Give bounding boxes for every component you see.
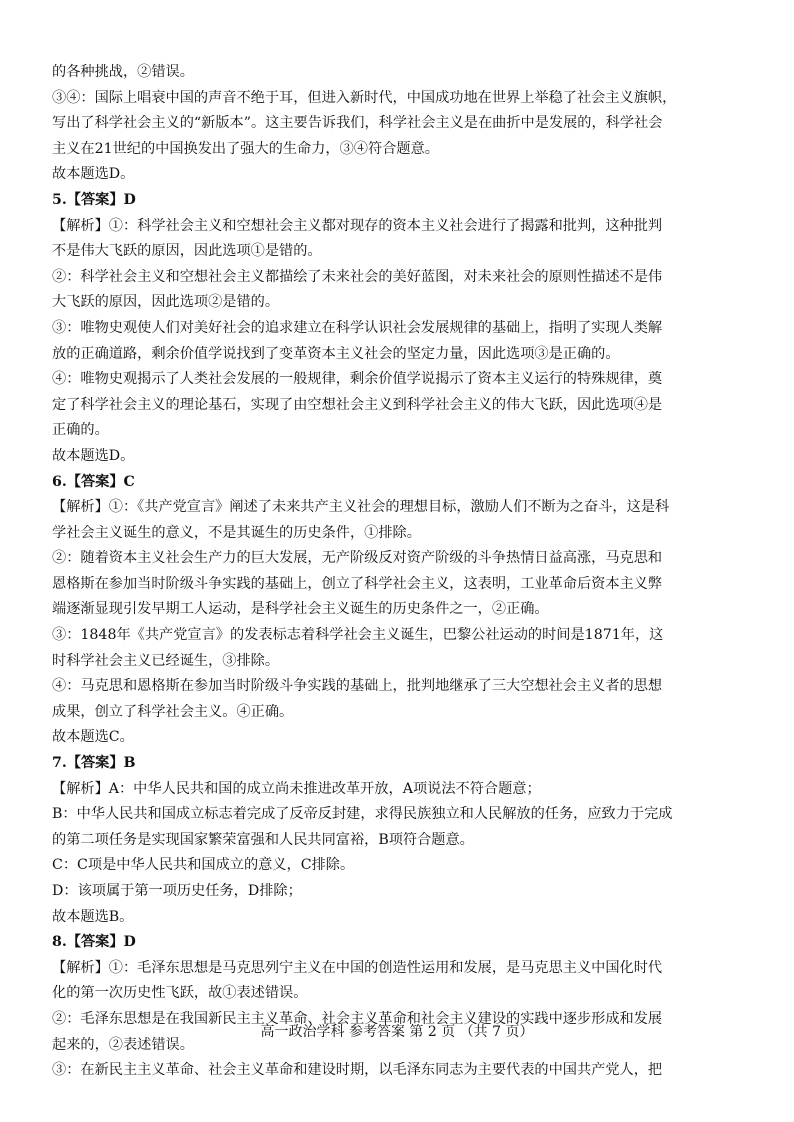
text-line: 故本题选C。	[52, 729, 134, 746]
text-line: 【解析】A：中华人民共和国的成立尚未推进改革开放，A项说法不符合题意；	[52, 780, 541, 797]
text-line: 正确的。	[52, 422, 109, 439]
text-line: ②：随着资本主义社会生产力的巨大发展，无产阶级反对资产阶级的斗争热情日益高涨，马克思和	[52, 550, 663, 567]
text-line: ③：唯物史观使人们对美好社会的追求建立在科学认识社会发展规律的基础上，指明了实现人类解	[52, 319, 663, 336]
answer-heading: 8.【答案】D	[52, 934, 136, 951]
text-line: ④：马克思和恩格斯在参加当时阶级斗争实践的基础上，批判地继承了三大空想社会主义者的思想	[52, 678, 663, 695]
text-line: 不是伟大飞跃的原因，因此选项①是错的。	[52, 243, 322, 260]
text-line: 定了科学社会主义的理论基石，实现了由空想社会主义到科学社会主义的伟大飞跃，因此选项④是	[52, 396, 663, 413]
text-line: 学社会主义诞生的意义，不是其诞生的历史条件，①排除。	[52, 524, 421, 541]
text-line: 故本题选D。	[52, 166, 135, 183]
text-line: 成果，创立了科学社会主义。④正确。	[52, 703, 294, 720]
answer-heading: 6.【答案】C	[52, 473, 135, 490]
text-line: ③：在新民主主义革命、社会主义革命和建设时期，以毛泽东同志为主要代表的中国共产党人，把	[52, 1062, 663, 1079]
text-line: ③：1848年《共产党宣言》的发表标志着科学社会主义诞生，巴黎公社运动的时间是1871年，这	[52, 627, 664, 644]
text-line: 大飞跃的原因，因此选项②是错的。	[52, 294, 280, 311]
text-line: ③④：国际上唱衰中国的声音不绝于耳，但进入新时代，中国成功地在世界上举稳了社会主义旗帜，	[52, 89, 677, 106]
text-line: 【解析】①：《共产党宣言》阐述了未来共产主义社会的理想目标，激励人们不断为之奋斗，这是科	[52, 499, 670, 516]
text-line: 故本题选D。	[52, 447, 135, 464]
text-line: 端逐渐显现引发早期工人运动，是科学社会主义诞生的历史条件之一，②正确。	[52, 601, 549, 618]
text-line: 时科学社会主义已经诞生，③排除。	[52, 652, 280, 669]
text-line: D：该项属于第一项历史任务，D排除；	[52, 883, 302, 899]
text-line: ②：毛泽东思想是在我国新民主主义革命、社会主义革命和社会主义建设的实践中逐步形成和发展	[52, 1010, 663, 1027]
text-line: 主义在21世纪的中国换发出了强大的生命力，③④符合题意。	[52, 140, 439, 157]
text-line: 放的正确道路，剩余价值学说找到了变革资本主义社会的坚定力量，因此选项③是正确的。	[52, 345, 620, 362]
text-line: B：中华人民共和国成立标志着完成了反帝反封建，求得民族独立和人民解放的任务，应致力于完成	[52, 806, 673, 823]
text-line: 的各种挑战，②错误。	[52, 64, 194, 80]
text-line: 故本题选B。	[52, 908, 134, 925]
answer-explanation-body	[52, 60, 748, 1084]
text-line: 的第二项任务是实现国家繁荣富强和人民共同富裕，B项符合题意。	[52, 831, 474, 848]
text-line: 化的第一次历史性飞跃，故①表述错误。	[52, 985, 308, 1002]
text-line: ④：唯物史观揭示了人类社会发展的一般规律，剩余价值学说揭示了资本主义运行的特殊规律，奠	[52, 371, 663, 388]
text-line: 写出了科学社会主义的“新版本”。这主要告诉我们，科学社会主义是在曲折中是发展的，科学社会	[52, 115, 663, 132]
text-line: C：C项是中华人民共和国成立的意义，C排除。	[52, 857, 355, 874]
text-line: 恩格斯在参加当时阶级斗争实践的基础上，创立了科学社会主义，这表明，工业革命后资本主义弊	[52, 575, 663, 592]
page-footer: 高一政治学科 参考答案 第 2 页 （共 7 页）	[260, 1024, 534, 1040]
answer-heading: 7.【答案】B	[52, 755, 136, 772]
text-line: ②：科学社会主义和空想社会主义都描绘了未来社会的美好蓝图，对未来社会的原则性描述不是伟	[52, 268, 663, 285]
text-line: 【解析】①：科学社会主义和空想社会主义都对现存的资本主义社会进行了揭露和批判，这种批判	[52, 217, 663, 234]
text-line: 【解析】①：毛泽东思想是马克思列宁主义在中国的创造性运用和发展，是马克思主义中国化时代	[52, 959, 663, 976]
text-line: 起来的，②表述错误。	[52, 1036, 194, 1053]
answer-heading: 5.【答案】D	[52, 191, 136, 208]
